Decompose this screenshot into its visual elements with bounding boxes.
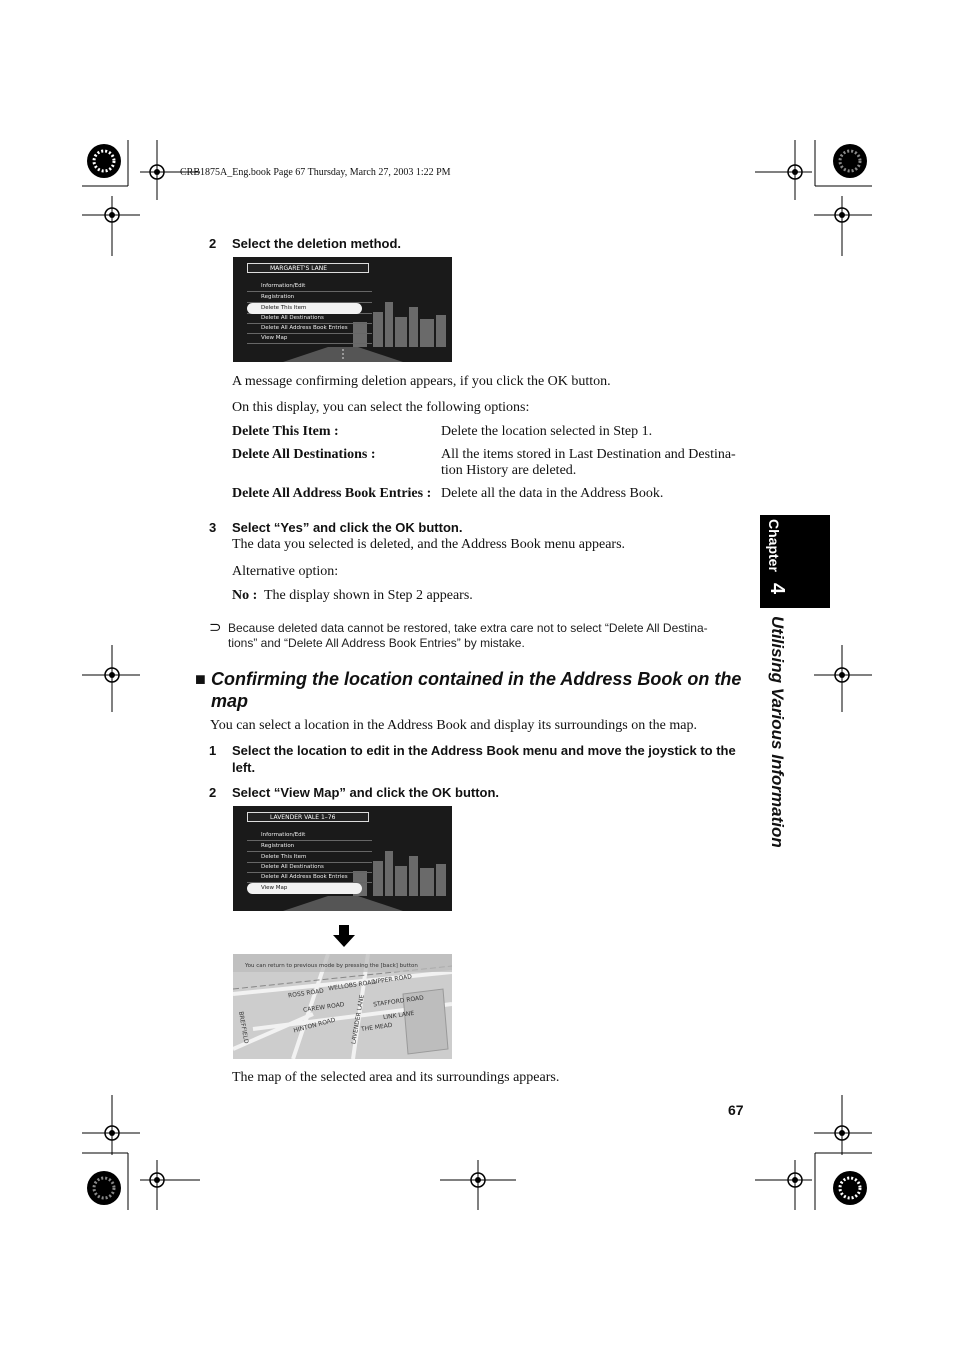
section-title: map bbox=[211, 691, 249, 711]
step-text: Select the location to edit in the Address Book menu and move the joystick to the bbox=[232, 743, 736, 758]
menu-item-selected[interactable]: View Map bbox=[261, 885, 288, 891]
divider bbox=[247, 840, 372, 841]
section-marker: ■ bbox=[195, 669, 206, 689]
note-text: tions” and “Delete All Address Book Entries” by mistake. bbox=[228, 636, 525, 650]
step-text: Select “View Map” and click the OK button. bbox=[232, 785, 500, 800]
option-desc: All the items stored in Last Destination and Destina- bbox=[441, 447, 736, 462]
option-label: Delete All Destinations : bbox=[232, 447, 376, 462]
no-label: No : bbox=[232, 588, 258, 603]
chapter-number: 4 bbox=[766, 583, 788, 595]
road-label: STAFFORD ROAD bbox=[372, 994, 425, 1009]
divider bbox=[247, 343, 372, 344]
section-intro: You can select a location in the Address Book and display its surroundings on the map. bbox=[210, 718, 697, 733]
screenshot-menu-2 bbox=[233, 806, 452, 911]
menu-item[interactable]: View Map bbox=[261, 335, 288, 341]
menu-item[interactable]: Delete All Address Book Entries bbox=[261, 325, 348, 331]
chapter-title: Utilising Various Information bbox=[768, 616, 787, 848]
screen-title: MARGARET'S LANE bbox=[247, 263, 369, 273]
menu-item[interactable]: Registration bbox=[261, 294, 295, 300]
step-number: 1 bbox=[209, 743, 217, 758]
chapter-label: Chapter bbox=[766, 519, 782, 572]
screenshot-menu-1 bbox=[233, 257, 452, 362]
divider bbox=[247, 851, 372, 852]
road-label: CAREW ROAD bbox=[302, 1001, 345, 1014]
road-label: BREFFIELD bbox=[236, 1010, 250, 1045]
screen-title: LAVENDER VALE 1–76 bbox=[247, 812, 369, 822]
road-label: WELLOBS ROAD bbox=[327, 978, 377, 993]
section-title: Confirming the location contained in the Address Book on the bbox=[211, 669, 742, 689]
divider bbox=[247, 862, 372, 863]
menu-item[interactable]: Delete All Destinations bbox=[261, 864, 324, 870]
option-desc: Delete the location selected in Step 1. bbox=[441, 424, 653, 439]
alt-label: Alternative option: bbox=[232, 564, 339, 579]
divider bbox=[247, 323, 372, 324]
step-number: 2 bbox=[209, 785, 217, 800]
note-text: Because deleted data cannot be restored, take extra care not to select “Delete All Destina- bbox=[228, 621, 708, 635]
road-label: ROSS ROAD bbox=[287, 987, 325, 1000]
road-label: THE MEAD bbox=[360, 1021, 393, 1034]
step-number: 2 bbox=[209, 236, 217, 251]
road-label: HINTON ROAD bbox=[292, 1016, 337, 1035]
step-text: Select the deletion method. bbox=[232, 236, 402, 251]
divider bbox=[247, 333, 372, 334]
screenshot-map bbox=[233, 954, 452, 1059]
divider bbox=[247, 291, 372, 292]
step-text: Select “Yes” and click the OK button. bbox=[232, 520, 463, 535]
step-number: 3 bbox=[209, 520, 217, 535]
menu-item-selected[interactable]: Delete This Item bbox=[261, 305, 307, 311]
no-text: The display shown in Step 2 appears. bbox=[264, 588, 473, 603]
option-label: Delete This Item : bbox=[232, 424, 339, 439]
menu-item[interactable]: Delete All Address Book Entries bbox=[261, 874, 348, 880]
down-arrow-icon bbox=[333, 925, 355, 947]
menu-item[interactable]: Delete This Item bbox=[261, 854, 307, 860]
paragraph: The data you selected is deleted, and the Address Book menu appears. bbox=[232, 537, 626, 552]
map-caption: The map of the selected area and its surroundings appears. bbox=[232, 1070, 560, 1085]
menu-item[interactable]: Registration bbox=[261, 843, 295, 849]
page-number: 67 bbox=[728, 1102, 744, 1118]
file-info: CRB1875A_Eng.book Page 67 Thursday, March 27, 2003 1:22 PM bbox=[180, 167, 451, 178]
note-icon: ⊃ bbox=[209, 619, 222, 636]
paragraph: A message confirming deletion appears, if you click the OK button. bbox=[232, 374, 611, 389]
menu-item[interactable]: Delete All Destinations bbox=[261, 315, 324, 321]
option-label: Delete All Address Book Entries : bbox=[232, 486, 432, 501]
road-label: UPPER ROAD bbox=[372, 973, 413, 986]
menu-item[interactable]: Information/Edit bbox=[261, 283, 306, 289]
option-desc: Delete all the data in the Address Book. bbox=[441, 486, 664, 501]
option-desc: tion History are deleted. bbox=[441, 463, 577, 478]
map-banner: You can return to previous mode by pressing the [back] button bbox=[245, 963, 418, 969]
menu-item[interactable]: Information/Edit bbox=[261, 832, 306, 838]
step-text: left. bbox=[232, 760, 256, 775]
paragraph: On this display, you can select the following options: bbox=[232, 400, 530, 415]
divider bbox=[247, 872, 372, 873]
road-label: LINK LANE bbox=[382, 1009, 415, 1022]
road-label: LAVENDER LANE bbox=[350, 994, 366, 1045]
